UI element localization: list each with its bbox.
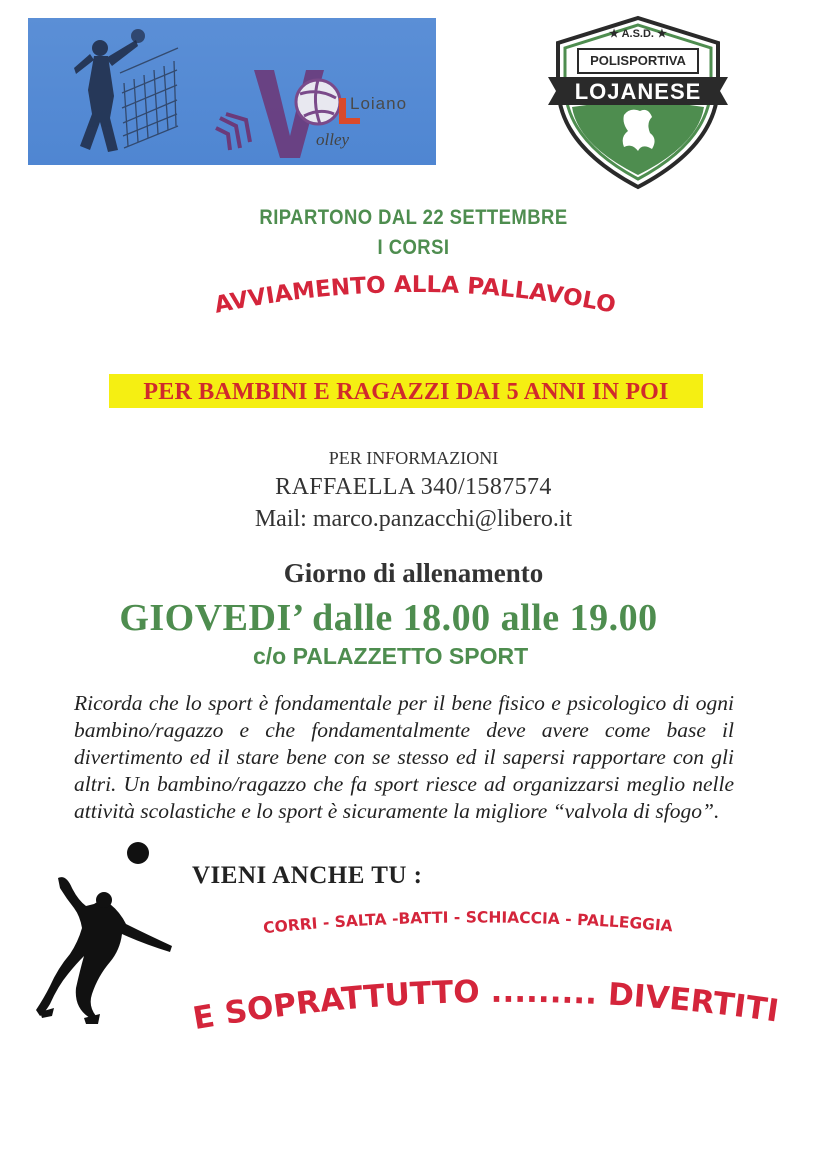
body-paragraph: Ricorda che lo sport è fondamentale per il bene fisico e psicologico di ogni bambino/ragazzo e che fondamentalmente deve avere come base il divertimento ed il stare bene con se stesso ed il sapersi rapportare con gli altri. Un bambino/ragazzo che fa sport riesce ad organizzarsi meglio nelle attività scolastiche e lo sport è sicuramente la migliore “valvola di sfogo”. xyxy=(74,691,734,823)
headline-date: RIPARTONO DAL 22 SETTEMBRE xyxy=(259,206,568,229)
closing-arc xyxy=(170,966,800,1046)
audience-highlight xyxy=(109,374,703,408)
activities-text: CORRI - SALTA -BATTI - SCHIACCIA - PALLEGGIA xyxy=(262,908,674,938)
svg-text:E SOPRATTUTTO ......... DIVERT xyxy=(190,974,781,1037)
activities-arc xyxy=(228,896,708,946)
schedule-time: GIOVEDI’ dalle 18.00 alle 19.00 xyxy=(119,597,658,639)
headline-courses: I CORSI xyxy=(377,236,450,259)
shield-polisportiva: POLISPORTIVA xyxy=(590,53,686,68)
course-title-arc xyxy=(170,262,660,342)
volleyball-player-icon xyxy=(28,18,436,165)
schedule-place: c/o PALAZZETTO SPORT xyxy=(253,643,529,669)
invite-text: VIENI ANCHE TU : xyxy=(192,862,423,889)
logo-text-volley: olley xyxy=(316,130,350,149)
loiano-volley-logo xyxy=(28,18,436,165)
course-title: AVVIAMENTO ALLA PALLAVOLO xyxy=(212,271,618,319)
closing-text: E SOPRATTUTTO ......... DIVERTITI xyxy=(190,973,781,1038)
shield-asd: ★ A.S.D. ★ xyxy=(609,28,667,40)
volleyball-player-silhouette-icon xyxy=(36,838,186,1048)
schedule-title: Giorno di allenamento xyxy=(283,558,544,588)
audience-text: PER BAMBINI E RAGAZZI DAI 5 ANNI IN POI xyxy=(143,379,669,405)
svg-text:AVVIAMENTO ALLA PALLAVOLO xyxy=(212,272,618,319)
contact-mail[interactable]: Mail: marco.panzacchi@libero.it xyxy=(254,506,573,532)
info-label: PER INFORMAZIONI xyxy=(328,448,499,468)
logo-text-loiano: Loiano xyxy=(350,94,408,113)
svg-text:CORRI - SALTA -BATTI - SCHIACC xyxy=(262,908,673,937)
polisportiva-lojanese-logo xyxy=(548,15,728,190)
contact-phone: RAFFAELLA 340/1587574 xyxy=(275,474,552,500)
shield-lojanese: LOJANESE xyxy=(574,79,702,104)
